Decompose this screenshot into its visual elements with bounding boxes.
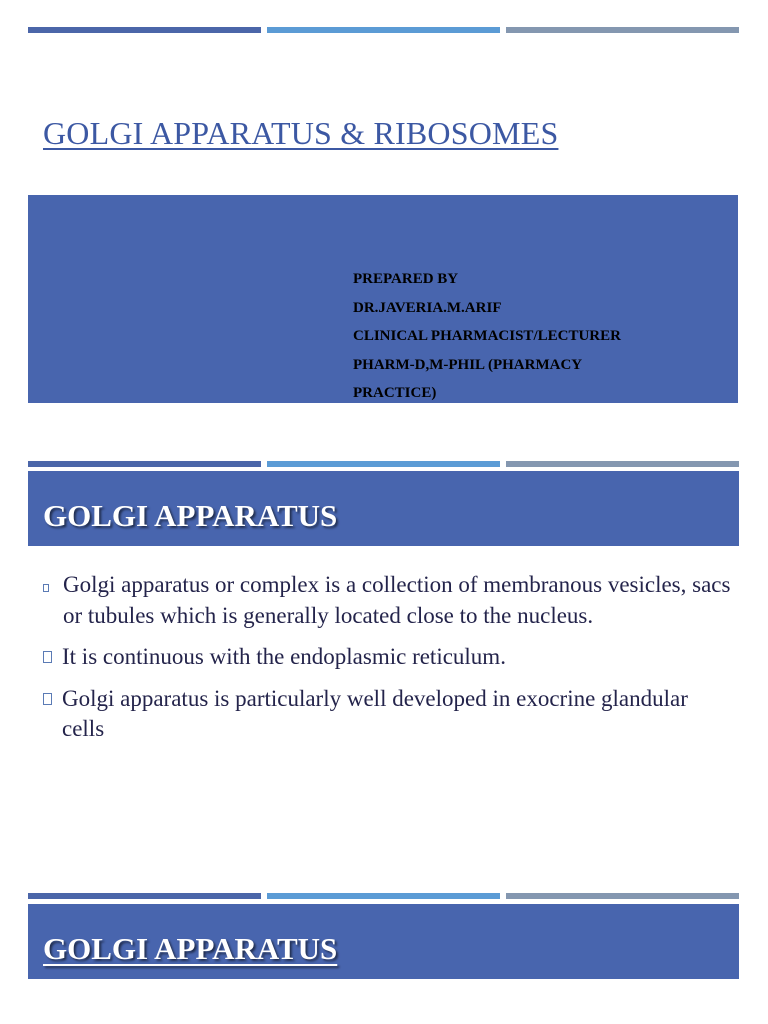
bullet-marker-icon	[43, 584, 49, 592]
slide3-stripe	[28, 893, 739, 899]
slide1-title: GOLGI APPARATUS & RIBOSOMES	[43, 115, 559, 151]
stripe-segment-dark	[28, 893, 261, 899]
slide2-title-bar	[28, 471, 739, 546]
credit-line: PREPARED BY	[353, 271, 459, 287]
credit-line: DR.JAVERIA.M.ARIF	[353, 299, 502, 316]
stripe-segment-dark	[28, 27, 261, 33]
slide2-stripe	[28, 461, 739, 467]
bullet-item	[43, 642, 733, 673]
credit-line: PHARM-D,M-PHIL (PHARMACY	[353, 356, 583, 373]
bullet-text: Golgi apparatus or complex is a collection of membranous vesicles, sacs or tubules which is generally located close to the nucleus.	[63, 572, 731, 628]
stripe-segment-light	[267, 893, 500, 899]
slide2-bullet-list	[43, 570, 733, 756]
credit-line: PRACTICE)	[353, 385, 437, 401]
top-stripe	[28, 27, 739, 33]
slide3-title: GOLGI APPARATUS	[43, 931, 338, 966]
stripe-segment-light	[267, 461, 500, 467]
stripe-segment-gray	[506, 461, 739, 467]
slide3-title-bar	[28, 904, 739, 979]
bullet-marker-icon	[43, 693, 52, 705]
slide2-title: GOLGI APPARATUS	[43, 498, 338, 533]
stripe-segment-gray	[506, 27, 739, 33]
bullet-text: Golgi apparatus is particularly well developed in exocrine glandular cells	[62, 685, 688, 741]
bullet-marker-icon	[43, 651, 52, 663]
stripe-segment-dark	[28, 461, 261, 467]
credit-line: CLINICAL PHARMACIST/LECTURER	[353, 328, 621, 344]
slide1-blue-box	[28, 195, 738, 403]
author-credits	[353, 265, 621, 408]
bullet-text: It is continuous with the endoplasmic reticulum.	[62, 644, 506, 669]
bullet-item	[43, 684, 733, 745]
bullet-item	[43, 570, 733, 631]
stripe-segment-light	[267, 27, 500, 33]
stripe-segment-gray	[506, 893, 739, 899]
